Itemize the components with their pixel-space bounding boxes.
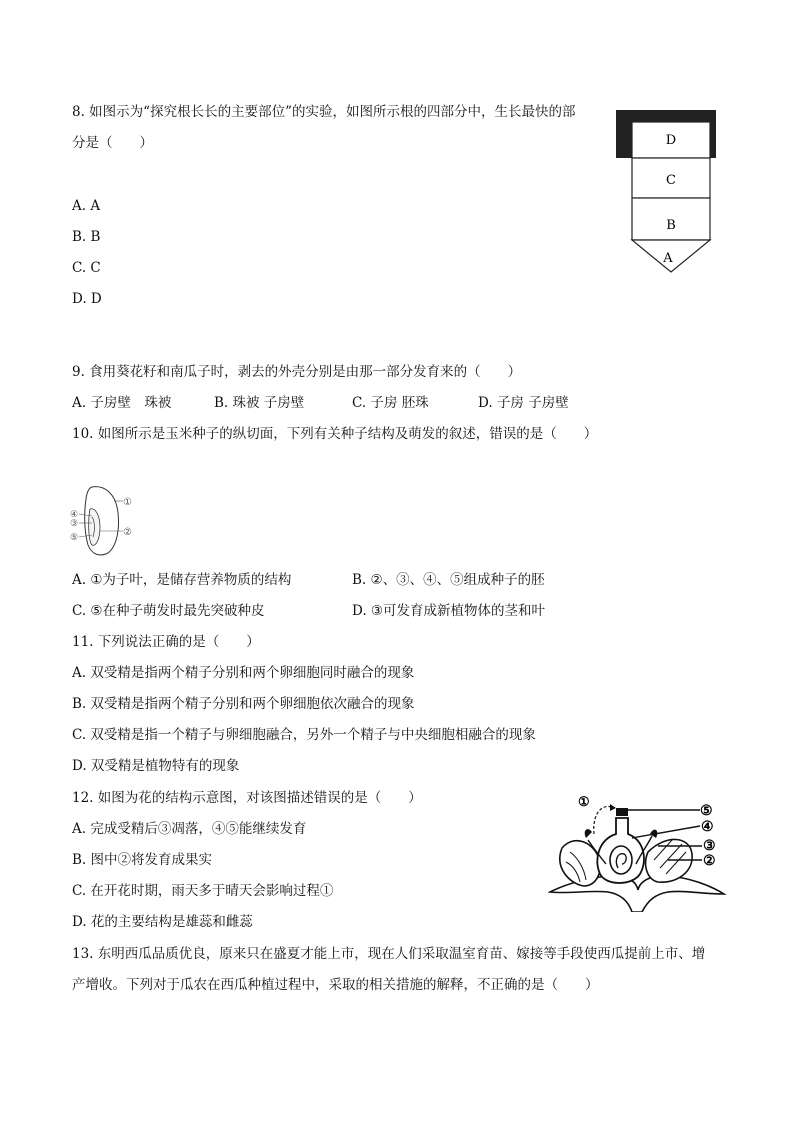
- label-3: ③: [70, 519, 79, 529]
- pollination-arrow: [594, 806, 614, 834]
- q9-option-a: A. 子房壁 珠被: [72, 395, 172, 411]
- label-4: ④: [701, 819, 714, 835]
- q8-option-d: D. D: [72, 291, 102, 307]
- root-tip-figure: [612, 100, 724, 276]
- q12-stem: 12. 如图为花的结构示意图，对该图描述错误的是（ ）: [72, 790, 422, 806]
- label-c: C: [666, 173, 676, 188]
- label-1: ①: [578, 795, 590, 810]
- label-2: ②: [703, 853, 716, 869]
- label-1: ①: [123, 497, 132, 508]
- q11-option-b: B. 双受精是指两个精子分别和两个卵细胞依次融合的现象: [72, 696, 415, 712]
- q11-option-c: C. 双受精是指一个精子与卵细胞融合，另外一个精子与中央细胞相融合的现象: [72, 727, 536, 743]
- q12-option-d: D. 花的主要结构是雄蕊和雌蕊: [72, 914, 253, 930]
- label-d: D: [665, 133, 677, 148]
- q11-option-d: D. 双受精是植物特有的现象: [72, 758, 240, 774]
- flower-structure-figure: [548, 790, 728, 912]
- q12-option-a: A. 完成受精后③凋落，④⑤能继续发育: [72, 821, 307, 837]
- label-a: A: [663, 251, 673, 266]
- q10-option-d: D. ③可发育成新植物体的茎和叶: [352, 603, 546, 619]
- q8-option-c: C. C: [72, 260, 101, 276]
- q10-stem: 10. 如图所示是玉米种子的纵切面，下列有关种子结构及萌发的叙述，错误的是（ ）: [72, 426, 598, 442]
- label-5: ⑤: [70, 533, 79, 543]
- q10-option-c: C. ⑤在种子萌发时最先突破种皮: [72, 603, 265, 619]
- q13-stem-line2: 产增收。下列对于瓜农在西瓜种植过程中，采取的相关措施的解释，不正确的是（ ）: [72, 977, 599, 993]
- q10-option-a: A. ①为子叶，是储存营养物质的结构: [72, 572, 292, 588]
- ovule: [610, 846, 632, 874]
- pollination-arrowhead: [610, 804, 616, 811]
- label-5: ⑤: [700, 803, 713, 819]
- q8-stem-line2: 分是（ ）: [72, 135, 153, 151]
- q11-option-a: A. 双受精是指两个精子分别和两个卵细胞同时融合的现象: [72, 665, 415, 681]
- q10-option-b: B. ②、③、④、⑤组成种子的胚: [352, 572, 545, 588]
- q12-option-b: B. 图中②将发育成果实: [72, 852, 213, 868]
- q9-option-d: D. 子房 子房壁: [478, 395, 569, 411]
- q9-option-c: C. 子房 胚珠: [352, 395, 429, 411]
- q9-stem: 9. 食用葵花籽和南瓜子时，剥去的外壳分别是由那一部分发育来的（ ）: [72, 364, 522, 380]
- label-2: ②: [123, 527, 132, 538]
- q12-option-c: C. 在开花时期，雨天多于晴天会影响过程①: [72, 883, 334, 899]
- label-4: ④: [70, 510, 79, 520]
- label-b: B: [666, 218, 676, 233]
- q9-option-b: B. 珠被 子房壁: [214, 395, 305, 411]
- q8-stem-line1: 8. 如图示为“探究根长长的主要部位”的实验，如图所示根的四部分中，生长最快的部: [72, 104, 576, 120]
- stigma: [616, 808, 628, 816]
- q8-option-a: A. A: [72, 198, 101, 214]
- q13-stem-line1: 13. 东明西瓜品质优良，原来只在盛夏才能上市，现在人们采取温室育苗、嫁接等手段使西瓜提前上市、增: [72, 946, 706, 962]
- q8-option-b: B. B: [72, 229, 101, 245]
- label-3: ③: [703, 838, 716, 854]
- corn-seed-figure: [70, 483, 140, 559]
- anther-left: [585, 829, 592, 838]
- q11-stem: 11. 下列说法正确的是（ ）: [72, 634, 260, 650]
